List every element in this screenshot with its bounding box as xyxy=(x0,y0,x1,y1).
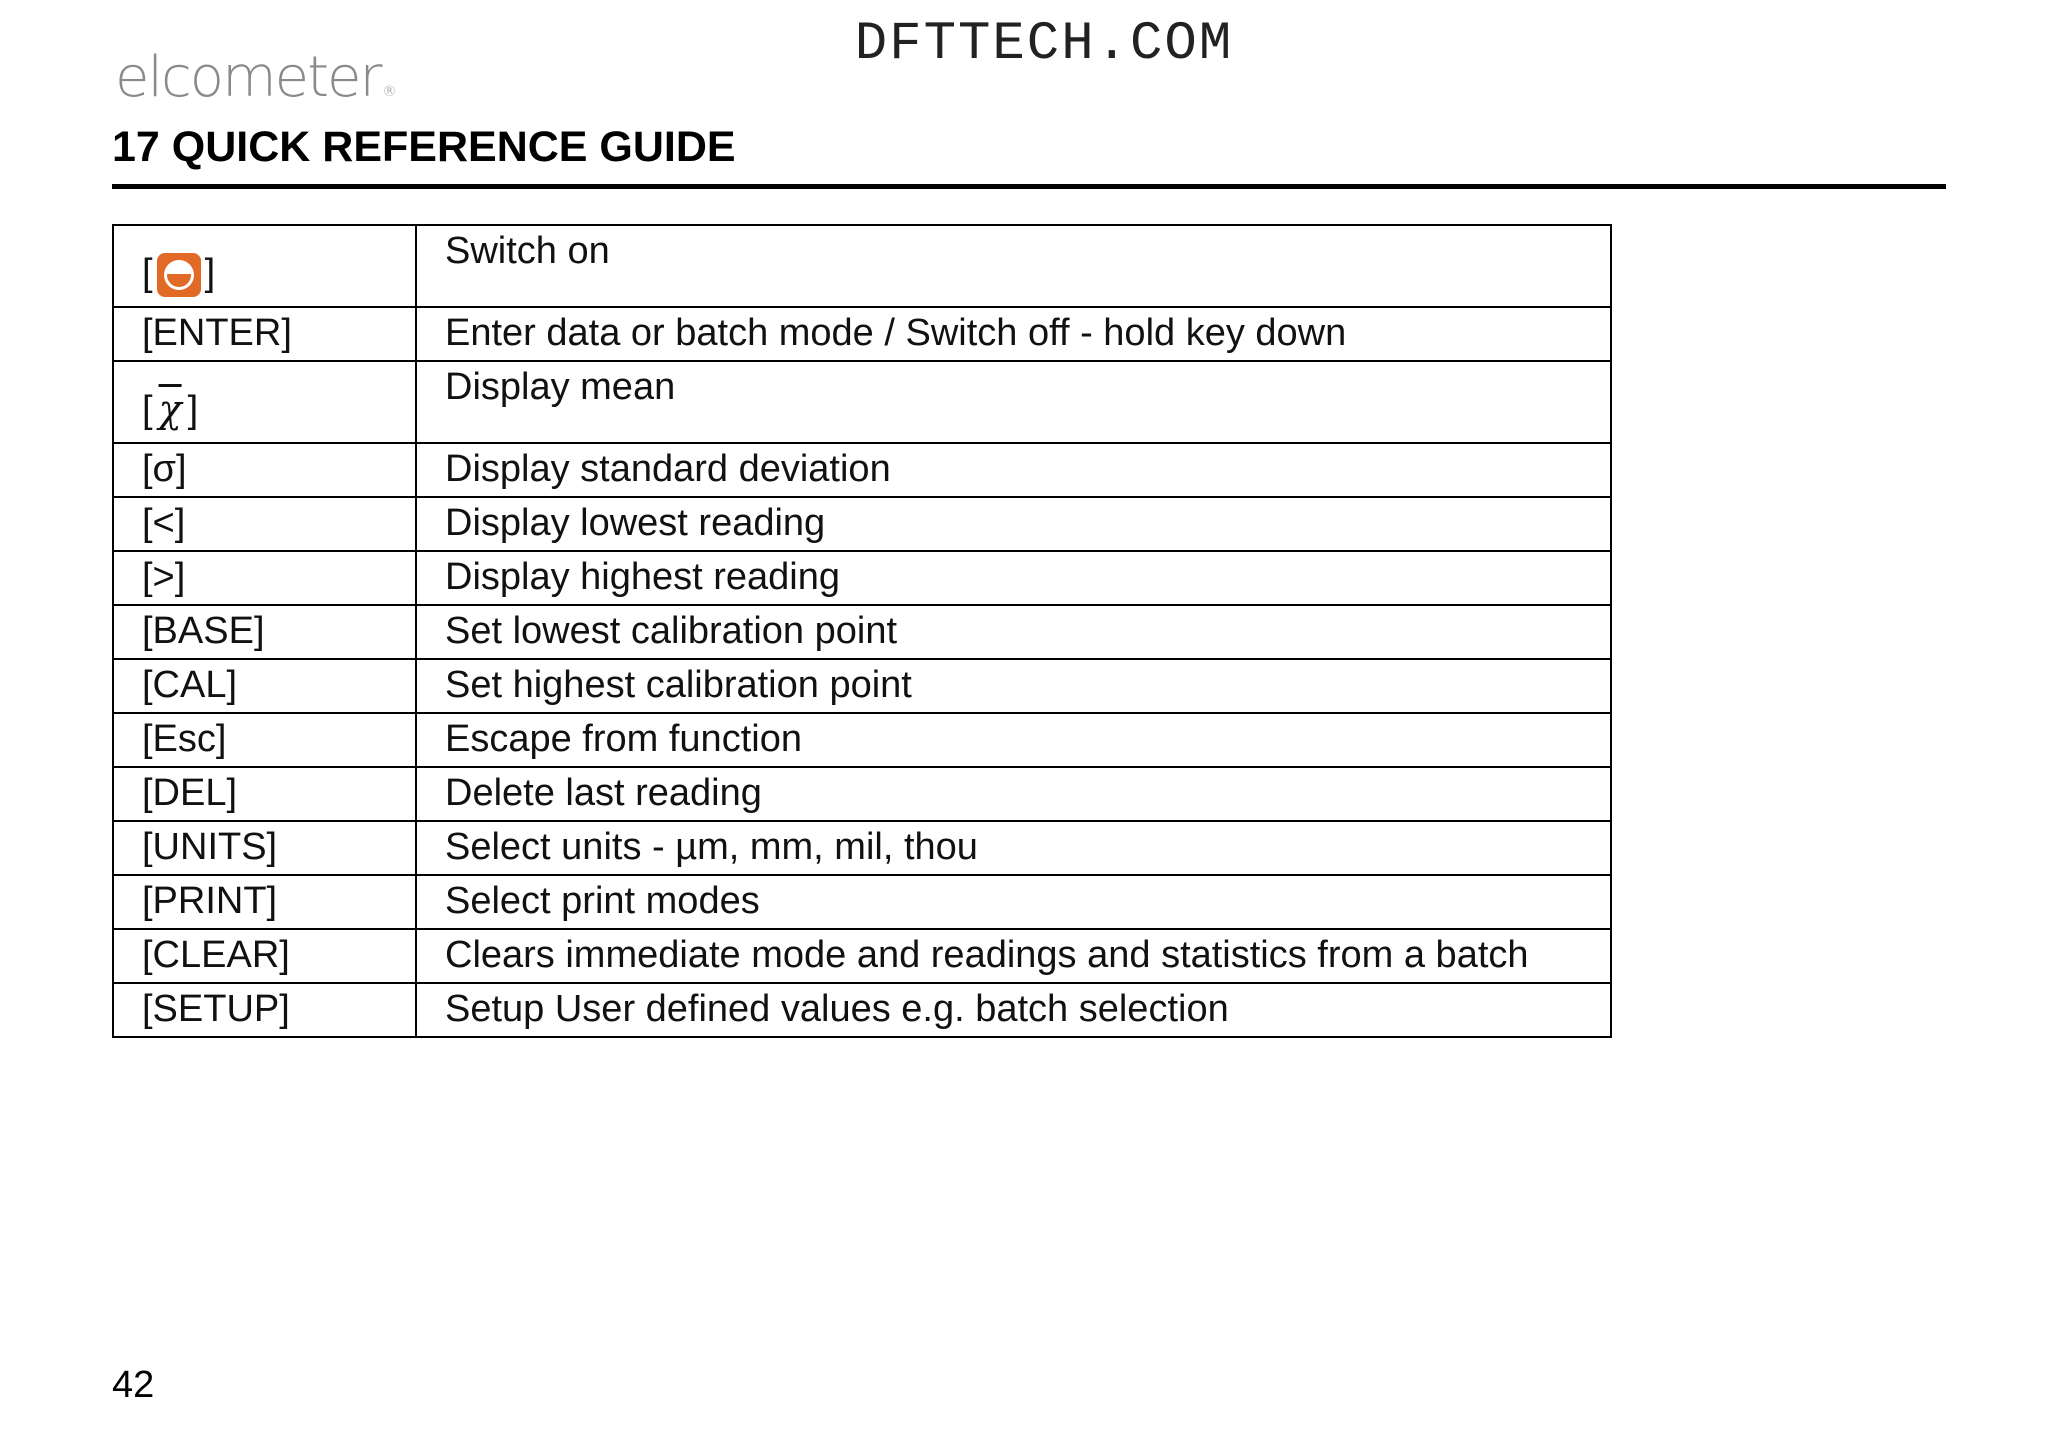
table-row xyxy=(113,821,1611,875)
elcometer-logo xyxy=(115,45,397,110)
key-cell: [SETUP] xyxy=(113,983,416,1037)
registered-mark: ® xyxy=(382,84,397,100)
description-cell: Enter data or batch mode / Switch off - hold key down xyxy=(416,307,1611,361)
table-row xyxy=(113,605,1611,659)
key-cell: [<] xyxy=(113,497,416,551)
description-cell: Set highest calibration point xyxy=(416,659,1611,713)
table-row xyxy=(113,983,1611,1037)
bracket-open: [ xyxy=(142,389,153,431)
description-cell: Set lowest calibration point xyxy=(416,605,1611,659)
table-row xyxy=(113,713,1611,767)
description-cell: Switch on xyxy=(416,225,1611,307)
mean-key-label xyxy=(142,388,198,433)
key-cell: [Esc] xyxy=(113,713,416,767)
key-cell: [BASE] xyxy=(113,605,416,659)
description-cell: Delete last reading xyxy=(416,767,1611,821)
watermark: DFTTECH.COM xyxy=(854,14,1234,75)
title-rule xyxy=(112,184,1946,189)
key-cell: [PRINT] xyxy=(113,875,416,929)
key-cell xyxy=(113,225,416,307)
key-cell: [CAL] xyxy=(113,659,416,713)
key-cell: [DEL] xyxy=(113,767,416,821)
table-row xyxy=(113,225,1611,307)
bracket-open: [ xyxy=(142,252,153,294)
description-cell: Clears immediate mode and readings and statistics from a batch xyxy=(416,929,1611,983)
description-cell: Select units - µm, mm, mil, thou xyxy=(416,821,1611,875)
key-cell: [>] xyxy=(113,551,416,605)
description-cell: Display mean xyxy=(416,361,1611,443)
table-row xyxy=(113,361,1611,443)
section-title: 17 QUICK REFERENCE GUIDE xyxy=(112,123,736,171)
key-cell xyxy=(113,361,416,443)
power-icon xyxy=(157,253,201,297)
table-row xyxy=(113,875,1611,929)
table-row xyxy=(113,551,1611,605)
table-row xyxy=(113,929,1611,983)
description-cell: Setup User defined values e.g. batch selection xyxy=(416,983,1611,1037)
table-row xyxy=(113,307,1611,361)
table-row xyxy=(113,767,1611,821)
table-row xyxy=(113,659,1611,713)
quick-reference-table xyxy=(112,224,1612,1038)
description-cell: Display lowest reading xyxy=(416,497,1611,551)
description-cell: Escape from function xyxy=(416,713,1611,767)
description-cell: Select print modes xyxy=(416,875,1611,929)
page-number: 42 xyxy=(112,1364,155,1406)
key-cell: [ENTER] xyxy=(113,307,416,361)
bracket-close: ] xyxy=(204,252,216,294)
table-row xyxy=(113,443,1611,497)
description-cell: Display highest reading xyxy=(416,551,1611,605)
mean-symbol-icon: $\overline{\chi}$ xyxy=(158,387,182,431)
power-key-label xyxy=(142,252,215,297)
bracket-close: ] xyxy=(187,389,199,431)
table-row xyxy=(113,497,1611,551)
key-cell: [UNITS] xyxy=(113,821,416,875)
key-cell: [CLEAR] xyxy=(113,929,416,983)
key-cell: [σ] xyxy=(113,443,416,497)
logo-text: elcometer xyxy=(115,45,381,110)
description-cell: Display standard deviation xyxy=(416,443,1611,497)
